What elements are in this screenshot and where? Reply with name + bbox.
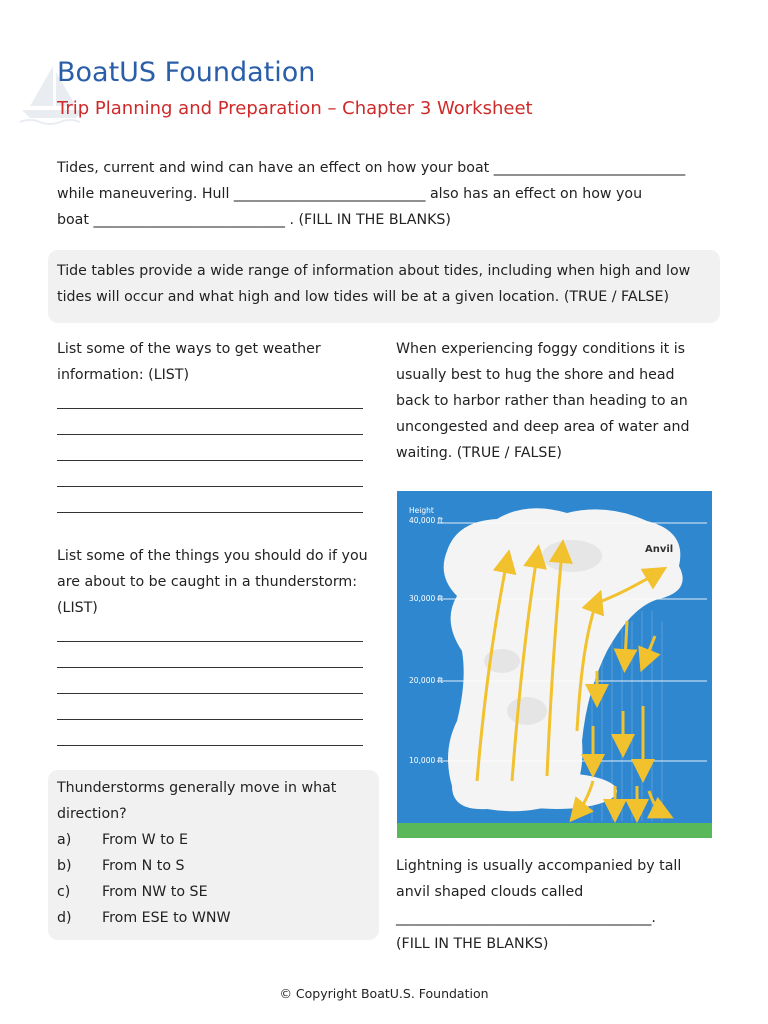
option-text: From ESE to WNW xyxy=(102,910,231,926)
answer-line[interactable] xyxy=(57,409,363,435)
answer-line[interactable] xyxy=(57,383,363,409)
question-weather-sources xyxy=(57,336,367,388)
question-line: direction? xyxy=(57,806,127,822)
question-foggy-conditions xyxy=(396,336,716,466)
answer-line[interactable] xyxy=(57,487,363,513)
question-line: Lightning is usually accompanied by tall xyxy=(396,858,682,874)
question-line: uncongested and deep area of water and xyxy=(396,419,690,435)
anvil-label: Anvil xyxy=(645,544,674,555)
option-a[interactable] xyxy=(57,827,372,853)
altitude-label-40000: 40,000 ft xyxy=(409,516,444,525)
altitude-label-30000: 30,000 ft xyxy=(409,594,444,603)
thunderstorm-cloud-diagram xyxy=(397,491,712,838)
question-line: Thunderstorms generally move in what xyxy=(57,780,337,796)
question-line: information: (LIST) xyxy=(57,367,190,383)
brand-title: BoatUS Foundation xyxy=(57,57,316,88)
option-key: d) xyxy=(57,910,72,926)
option-c[interactable] xyxy=(57,879,372,905)
altitude-label-10000: 10,000 ft xyxy=(409,756,444,765)
answer-line[interactable] xyxy=(57,720,363,746)
answer-lines-thunderstorm xyxy=(57,616,363,746)
question-storm-direction xyxy=(57,775,372,931)
option-b[interactable] xyxy=(57,853,372,879)
question-fill-in-boat-handling xyxy=(57,155,717,233)
height-label: Height xyxy=(409,506,434,515)
question-line: boat ___________________________ . (FILL IN THE BLANKS) xyxy=(57,212,451,228)
question-tide-tables xyxy=(57,258,717,310)
question-line: List some of the ways to get weather xyxy=(57,341,321,357)
question-line: ____________________________________. xyxy=(396,910,656,926)
answer-line[interactable] xyxy=(57,642,363,668)
question-line: Tide tables provide a wide range of information about tides, including when high and low xyxy=(57,263,691,279)
copyright-footer: © Copyright BoatU.S. Foundation xyxy=(279,986,489,1001)
question-line: When experiencing foggy conditions it is xyxy=(396,341,686,357)
question-line: waiting. (TRUE / FALSE) xyxy=(396,445,562,461)
option-key: c) xyxy=(57,884,71,900)
question-line: tides will occur and what high and low tides will be at a given location. (TRUE / FALSE) xyxy=(57,289,669,305)
option-d[interactable] xyxy=(57,905,372,931)
option-key: b) xyxy=(57,858,72,874)
answer-line[interactable] xyxy=(57,694,363,720)
option-text: From W to E xyxy=(102,832,188,848)
ground-strip xyxy=(397,823,712,838)
option-text: From N to S xyxy=(102,858,185,874)
question-lightning-clouds xyxy=(396,853,716,957)
question-line: (FILL IN THE BLANKS) xyxy=(396,936,549,952)
question-line: back to harbor rather than heading to an xyxy=(396,393,688,409)
answer-line[interactable] xyxy=(57,435,363,461)
question-line: usually best to hug the shore and head xyxy=(396,367,675,383)
question-line: List some of the things you should do if you xyxy=(57,548,368,564)
answer-line[interactable] xyxy=(57,668,363,694)
question-line: (LIST) xyxy=(57,600,98,616)
question-line: are about to be caught in a thunderstorm: xyxy=(57,574,358,590)
answer-lines-weather xyxy=(57,383,363,513)
question-line: while maneuvering. Hull ___________________________ also has an effect on how you xyxy=(57,186,643,202)
question-thunderstorm-actions xyxy=(57,543,372,621)
question-line: Tides, current and wind can have an effect on how your boat ___________________________ xyxy=(57,160,686,176)
question-line: anvil shaped clouds called xyxy=(396,884,584,900)
option-text: From NW to SE xyxy=(102,884,208,900)
worksheet-subtitle: Trip Planning and Preparation – Chapter 3 Worksheet xyxy=(57,98,533,119)
answer-line[interactable] xyxy=(57,461,363,487)
answer-line[interactable] xyxy=(57,616,363,642)
option-key: a) xyxy=(57,832,72,848)
altitude-label-20000: 20,000 ft xyxy=(409,676,444,685)
